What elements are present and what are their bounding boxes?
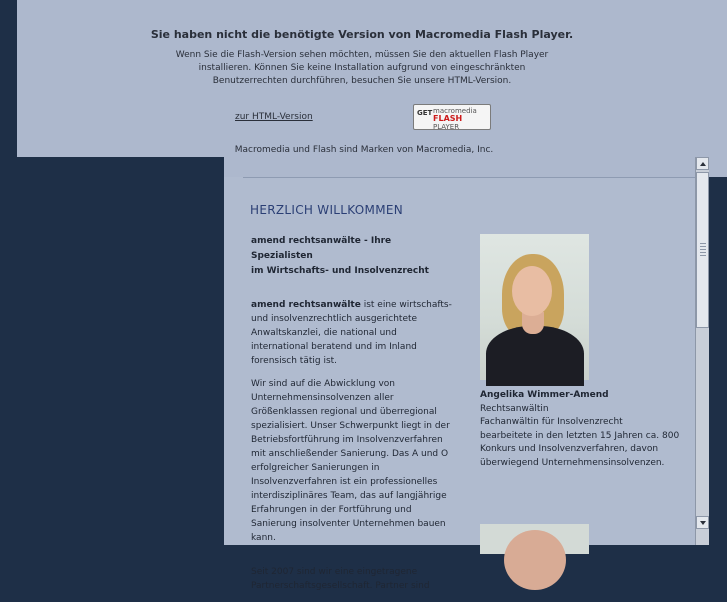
- get-flash-macromedia-label: macromedia: [433, 107, 477, 115]
- content-divider: [243, 177, 695, 178]
- intro-tagline: [251, 234, 456, 279]
- intro-tagline-line: im Wirtschafts- und Insolvenzrecht: [251, 266, 429, 276]
- page-title: HERZLICH WILLKOMMEN: [250, 203, 404, 217]
- scrollbar-thumb[interactable]: [696, 172, 709, 328]
- specialization-paragraph: Wir sind auf die Abwicklung von Unternehmensinsolvenzen aller Größenklassen regional und überregional spezialisiert. Unser Schwerpunkt liegt in der Betriebsfortführung im Insolvenzverfahren mit anschließender Sanierung. Das A und O erfolgreicher Sanierungen in Insolvenzverfahren ist ein professionelles interdisziplinäres Team, das auf langjährige Erfahrungen in der Fortführung und Sanierung insolventer Unternehmen bauen kann.: [251, 379, 450, 543]
- intro-paragraph: [251, 298, 456, 368]
- portrait-photo: [480, 234, 589, 380]
- get-flash-flash-label: FLASH: [433, 114, 463, 123]
- firm-name: amend rechtsanwälte: [251, 300, 361, 310]
- flash-message-line: installieren. Können Sie keine Installation aufgrund von eingeschränkten: [198, 63, 526, 73]
- flash-message-line: Wenn Sie die Flash-Version sehen möchten, müssen Sie den aktuellen Flash Player: [175, 50, 549, 60]
- get-flash-player-label: PLAYER: [433, 123, 460, 131]
- flash-message-line: Benutzerrechten durchführen, besuchen Sie unsere HTML-Version.: [212, 76, 512, 86]
- scroll-down-button[interactable]: [696, 516, 709, 529]
- intro-tagline-line: amend rechtsanwälte - Ihre Spezialisten: [251, 236, 392, 261]
- person-bio-line: Konkurs und Insolvenzverfahren, davon: [480, 444, 659, 454]
- get-flash-player-button[interactable]: [413, 104, 491, 130]
- html-version-link[interactable]: zur HTML-Version: [235, 112, 313, 122]
- person-name: Angelika Wimmer-Amend: [480, 390, 609, 400]
- partnership-paragraph: Seit 2007 sind wir eine eingetragene Partnerschaftsgesellschaft. Partner sind: [251, 567, 430, 591]
- flash-notice-lower-strip: [224, 157, 727, 177]
- second-portrait-photo: [480, 524, 589, 554]
- person-bio-line: überwiegend Unternehmensinsolvenzen.: [480, 457, 665, 468]
- flash-notice-title: Sie haben nicht die benötigte Version von Macromedia Flash Player.: [150, 28, 574, 41]
- person-bio-line: bearbeitete in den letzten 15 Jahren ca. 800: [480, 430, 680, 441]
- person-specialty: Fachanwältin für Insolvenzrecht: [480, 417, 623, 427]
- vertical-scrollbar[interactable]: [695, 157, 709, 545]
- intro-paragraph-text: ist eine wirtschafts- und insolvenzrechtlich ausgerichtete Anwaltskanzlei, die national und international beratend und im Inland forensisch tätig ist.: [251, 300, 452, 366]
- trademark-notice: Macromedia und Flash sind Marken von Macromedia, Inc.: [234, 145, 494, 155]
- arrow-up-icon: [700, 162, 706, 166]
- content-area: [224, 177, 695, 591]
- flash-notice-panel: [17, 0, 727, 157]
- arrow-down-icon: [700, 521, 706, 525]
- grip-icon: [700, 243, 706, 257]
- intro-text-column: [251, 234, 456, 602]
- get-flash-get-label: GET: [417, 109, 433, 117]
- flash-notice-message: [167, 49, 557, 88]
- scroll-up-button[interactable]: [696, 157, 709, 170]
- person-caption: [480, 389, 690, 470]
- person-role: Rechtsanwältin: [480, 403, 549, 414]
